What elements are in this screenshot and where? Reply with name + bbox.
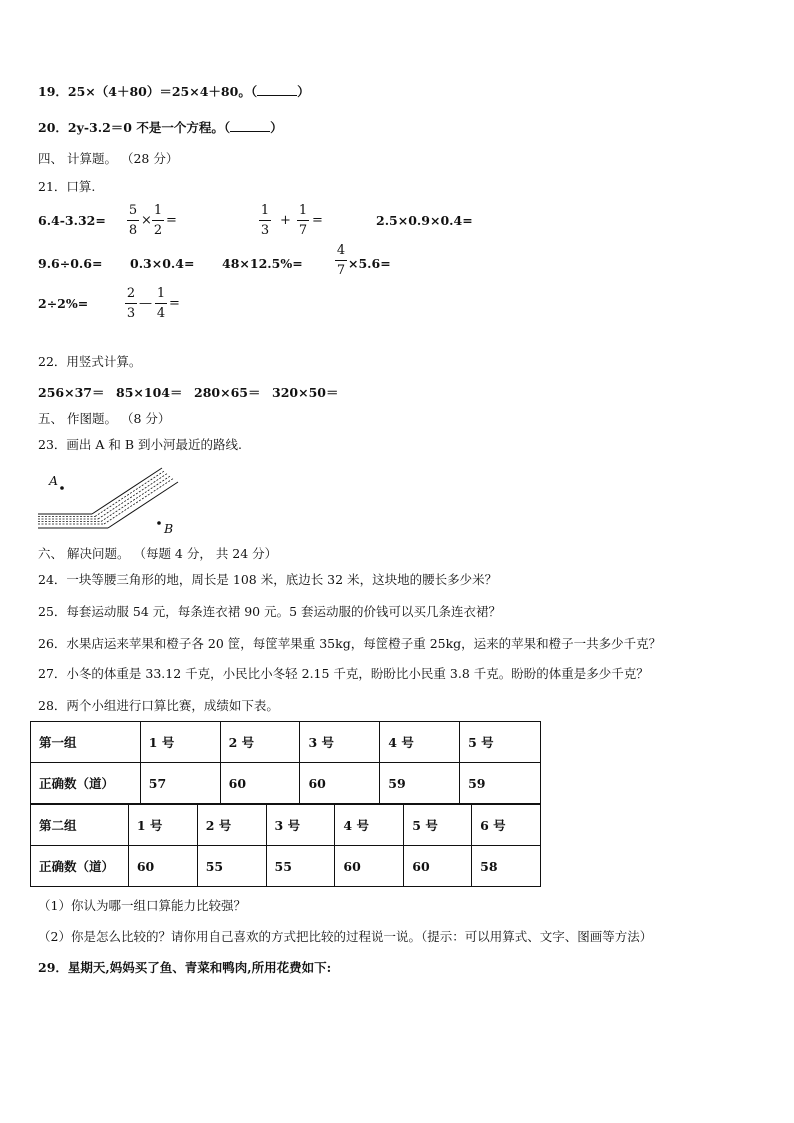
table-cell: 第二组 — [31, 805, 129, 846]
table-cell: 3 号 — [266, 805, 335, 846]
table-cell: 60 — [220, 763, 300, 804]
question-21-title: 21．口算. — [38, 179, 96, 194]
score-table-group-2 — [30, 804, 541, 887]
calc-item-d: 2.5×0.9×0.4= — [376, 213, 473, 228]
question-22-title: 22．用竖式计算。 — [38, 354, 142, 369]
score-table-group-1 — [30, 721, 541, 804]
point-a — [60, 486, 64, 490]
table-cell: 55 — [197, 846, 266, 887]
question-28-sub-1: （1）你认为哪一组口算能力比较强？ — [38, 898, 246, 913]
table-cell: 正确数（道） — [31, 846, 129, 887]
section-4-heading: 四、 计算题。 （28 分） — [38, 151, 179, 166]
vertical-calc-1: 256×37＝ — [38, 385, 105, 400]
table-cell: 60 — [335, 846, 404, 887]
calc-item-f: 0.3×0.4= — [130, 256, 195, 271]
vertical-calc-4: 320×50＝ — [272, 385, 339, 400]
vertical-calc-2: 85×104＝ — [116, 385, 183, 400]
table-cell: 5 号 — [460, 722, 541, 763]
table-cell: 4 号 — [380, 722, 460, 763]
table-cell: 1 号 — [128, 805, 197, 846]
question-24: 24．一块等腰三角形的地，周长是 108 米，底边长 32 米，这块地的腰长多少米？ — [38, 572, 498, 587]
vertical-calc-3: 280×65＝ — [194, 385, 261, 400]
table-cell: 60 — [404, 846, 472, 887]
table-cell: 55 — [266, 846, 335, 887]
question-28-sub-2: （2）你是怎么比较的？请你用自己喜欢的方式把比较的过程说一说。（提示：可以用算式、文字、图画等方法） — [38, 929, 653, 944]
table-cell: 1 号 — [140, 722, 220, 763]
table-cell: 2 号 — [220, 722, 300, 763]
point-a-label: A — [49, 473, 59, 488]
equals-sign: = — [166, 213, 177, 228]
question-19: 19．25×（4＋80）＝25×4＋80。（ ） — [38, 84, 310, 99]
question-26: 26．水果店运来苹果和橙子各 20 筐，每筐苹果重 35kg，每筐橙子重 25kg，运来的苹果和橙子一共多少千克？ — [38, 636, 662, 651]
question-25: 25．每套运动服 54 元，每条连衣裙 90 元。5 套运动服的价钱可以买几条连衣裙？ — [38, 604, 502, 619]
table-cell: 6 号 — [472, 805, 541, 846]
operator-times: × — [141, 213, 152, 228]
calc-item-i: 2÷2%= — [38, 296, 89, 311]
calc-item-e: 9.6÷0.6= — [38, 256, 103, 271]
section-5-heading: 五、 作图题。 （8 分） — [38, 411, 171, 426]
table-row — [31, 846, 541, 887]
table-cell: 4 号 — [335, 805, 404, 846]
calc-item-h-tail: ×5.6= — [348, 256, 391, 271]
question-23-title: 23．画出 A 和 B 到小河最近的路线. — [38, 437, 242, 452]
calc-item-g: 48×12.5%= — [222, 256, 303, 271]
table-cell: 57 — [140, 763, 220, 804]
point-b-label: B — [164, 521, 174, 536]
equals-sign: = — [312, 213, 323, 228]
point-b — [157, 521, 161, 525]
operator-minus: — — [139, 296, 152, 311]
table-cell: 58 — [472, 846, 541, 887]
table-cell: 3 号 — [300, 722, 380, 763]
question-27: 27．小冬的体重是 33.12 千克，小民比小冬轻 2.15 千克，盼盼比小民重 3.8 千克。盼盼的体重是多少千克？ — [38, 666, 649, 681]
operator-plus: + — [280, 213, 291, 228]
table-row — [31, 722, 541, 763]
question-28-title: 28．两个小组进行口算比赛，成绩如下表。 — [38, 698, 279, 713]
table-cell: 第一组 — [31, 722, 141, 763]
table-cell: 5 号 — [404, 805, 472, 846]
table-cell: 59 — [460, 763, 541, 804]
calc-item-a: 6.4-3.32= — [38, 213, 106, 228]
table-cell: 2 号 — [197, 805, 266, 846]
table-cell: 59 — [380, 763, 460, 804]
equals-sign: = — [169, 296, 180, 311]
question-29: 29．星期天,妈妈买了鱼、青菜和鸭肉,所用花费如下: — [38, 960, 332, 975]
table-cell: 正确数（道） — [31, 763, 141, 804]
section-6-heading: 六、 解决问题。 （每题 4 分， 共 24 分） — [38, 546, 278, 561]
table-cell: 60 — [128, 846, 197, 887]
table-row — [31, 763, 541, 804]
table-row — [31, 805, 541, 846]
question-20: 20．2y-3.2＝0 不是一个方程。（ ） — [38, 120, 283, 135]
table-cell: 60 — [300, 763, 380, 804]
